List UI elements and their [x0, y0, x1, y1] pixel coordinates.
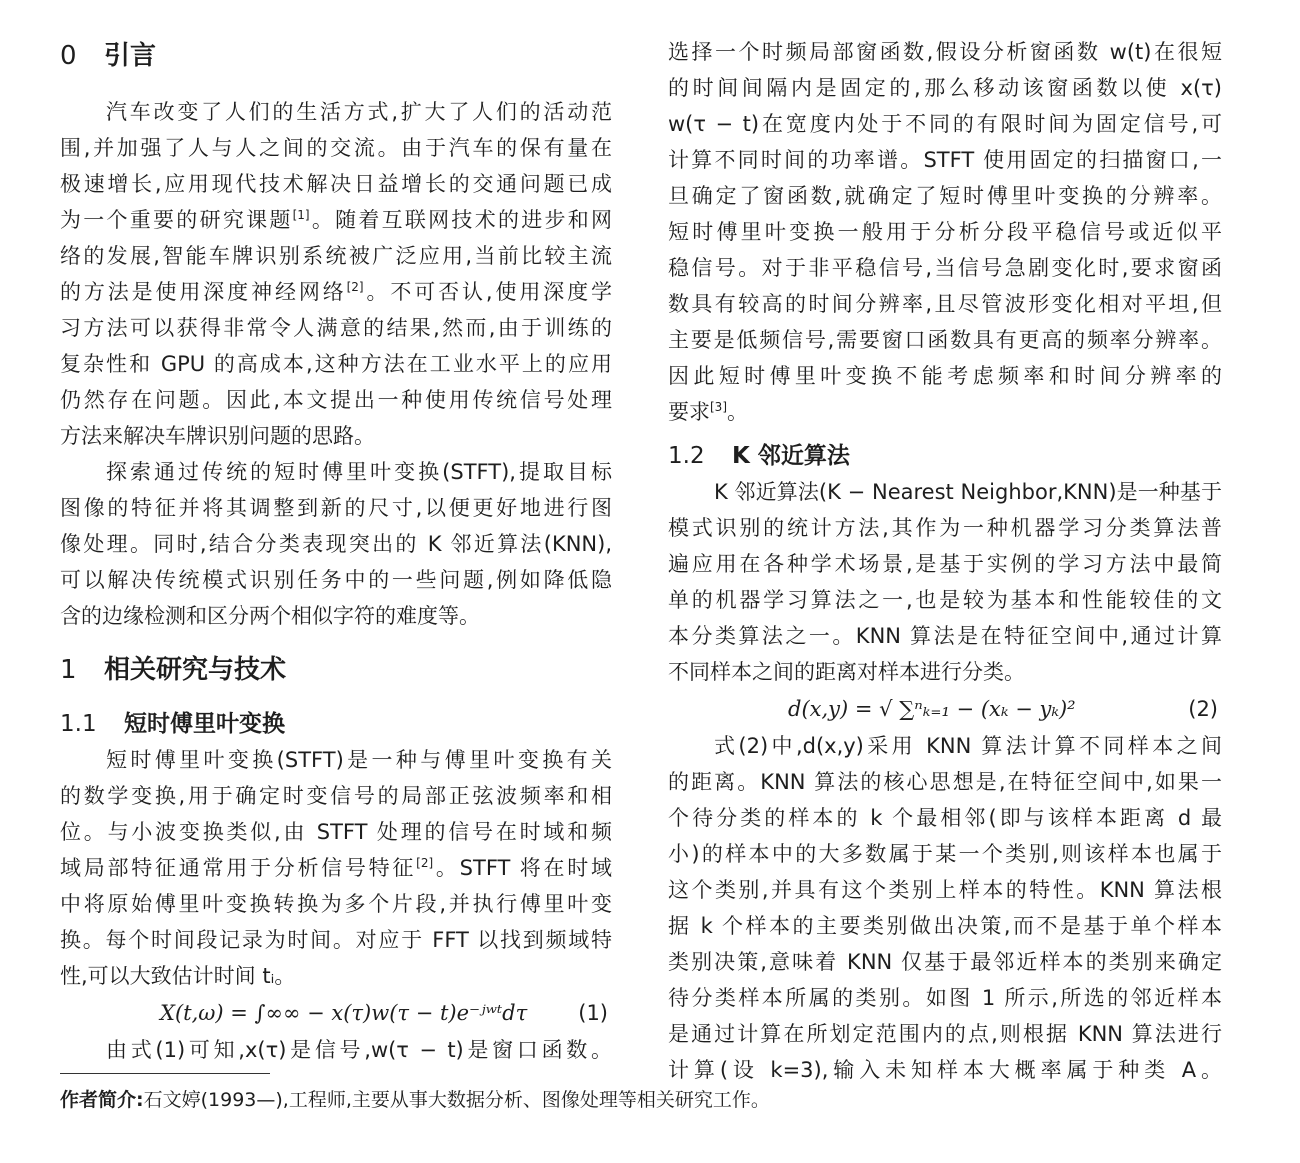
text-line: 主要是低频信号,需要窗口函数具有更高的频率分辨率。 — [668, 328, 1222, 352]
text-line: 极速增长,应用现代技术解决日益增长的交通问题已成 — [60, 172, 612, 196]
paragraph-intro-2 — [60, 454, 612, 634]
section-number: 1 — [60, 655, 77, 685]
text-line: 的距离。KNN 算法的核心思想是,在特征空间中,如果一 — [668, 770, 1222, 794]
text-line: 稳信号。对于非平稳信号,当信号急剧变化时,要求窗函 — [668, 256, 1222, 280]
citation-ref: [2] — [346, 280, 364, 294]
subsection-heading-knn — [668, 438, 1222, 474]
paragraph-stft — [60, 742, 612, 994]
subsection-number: 1.2 — [668, 443, 705, 469]
footnote-label: 作者简介: — [60, 1089, 144, 1111]
text-line: 图像的特征并将其调整到新的尺寸,以便更好地进行图 — [60, 496, 612, 520]
text-line: 模式识别的统计方法,其作为一种机器学习分类算法普 — [668, 516, 1222, 540]
section-heading-related — [60, 648, 612, 692]
text-line: 计算(设 k=3),输入未知样本大概率属于种类 A。 — [668, 1058, 1222, 1082]
citation-ref: [2] — [416, 856, 434, 870]
paragraph-stft-2 — [60, 1032, 612, 1068]
text-line: 由式(1)可知,x(τ)是信号,w(τ − t)是窗口函数。 — [106, 1038, 612, 1062]
text-segment: 。 — [727, 400, 748, 424]
text-line: 小)的样本中的大多数属于某一个类别,则该样本也属于 — [668, 842, 1222, 866]
text-line — [60, 274, 612, 310]
equation-expression: d(x,y) = √ ∑ⁿₖ₌₁ − (xₖ − yₖ)² — [788, 697, 1076, 721]
text-line — [668, 394, 1222, 430]
section-title: 相关研究与技术 — [104, 655, 287, 685]
text-segment: 域局部特征通常用于分析信号特征 — [60, 856, 417, 880]
text-line — [60, 850, 612, 886]
text-line: 这个类别,并具有这个类别上样本的特性。KNN 算法根 — [668, 878, 1222, 902]
equation-1 — [60, 994, 612, 1032]
footnote-divider — [60, 1073, 270, 1074]
text-line: 的数学变换,用于确定时变信号的局部正弦波频率和相 — [60, 784, 612, 808]
equation-2 — [668, 690, 1222, 728]
text-line: 是通过计算在所划定范围内的点,则根据 KNN 算法进行 — [668, 1022, 1222, 1046]
text-line: K 邻近算法(K − Nearest Neighbor,KNN)是一种基于 — [714, 480, 1222, 504]
section-heading-intro — [60, 36, 612, 76]
text-line: 不同样本之间的距离对样本进行分类。 — [668, 660, 1025, 684]
text-line: 位。与小波变换类似,由 STFT 处理的信号在时域和频 — [60, 820, 612, 844]
text-line: 的时间间隔内是固定的,那么移动该窗函数以使 x(τ) — [668, 76, 1222, 100]
text-segment: 要求 — [668, 400, 710, 424]
section-number: 0 — [60, 41, 77, 71]
citation-ref: [3] — [710, 400, 727, 414]
text-line: 选择一个时频局部窗函数,假设分析窗函数 w(t)在很短 — [668, 40, 1222, 64]
text-line: 含的边缘检测和区分两个相似字符的难度等。 — [60, 604, 480, 628]
text-line: 待分类样本所属的类别。如图 1 所示,所选的邻近样本 — [668, 986, 1222, 1010]
text-line: 短时傅里叶变换(STFT)是一种与傅里叶变换有关 — [106, 748, 612, 772]
subsection-number: 1.1 — [60, 711, 97, 737]
text-line: 性,可以大致估计时间 tᵢ。 — [60, 964, 296, 988]
text-line: 据 k 个样本的主要类别做出决策,而不是基于单个样本 — [668, 914, 1222, 938]
paragraph-stft-3 — [668, 34, 1222, 430]
text-line: 中将原始傅里叶变换转换为多个片段,并执行傅里叶变 — [60, 892, 612, 916]
text-line: w(τ − t)在宽度内处于不同的有限时间为固定信号,可 — [668, 112, 1222, 136]
right-column — [668, 34, 1222, 1088]
text-line: 短时傅里叶变换一般用于分析分段平稳信号或近似平 — [668, 220, 1222, 244]
text-line: 探索通过传统的短时傅里叶变换(STFT),提取目标 — [106, 460, 612, 484]
text-line: 方法来解决车牌识别问题的思路。 — [60, 424, 375, 448]
text-line: 个待分类的样本的 k 个最相邻(即与该样本距离 d 最 — [668, 806, 1222, 830]
paragraph-knn-2 — [668, 728, 1222, 1088]
text-segment: 。STFT 将在时域 — [433, 856, 613, 880]
text-segment: 。不可否认,使用深度学 — [363, 280, 612, 304]
subsection-heading-stft — [60, 706, 612, 742]
section-title: 引言 — [104, 41, 157, 71]
text-line: 复杂性和 GPU 的高成本,这种方法在工业水平上的应用 — [60, 352, 612, 376]
footnote-text: 石文婷(1993—),工程师,主要从事大数据分析、图像处理等相关研究工作。 — [143, 1089, 770, 1111]
text-line: 类别决策,意味着 KNN 仅基于最邻近样本的类别来确定 — [668, 950, 1222, 974]
text-segment: 为一个重要的研究课题 — [60, 208, 293, 232]
text-line: 式(2)中,d(x,y)采用 KNN 算法计算不同样本之间 — [714, 734, 1222, 758]
text-line: 络的发展,智能车牌识别系统被广泛应用,当前比较主流 — [60, 244, 612, 268]
text-line: 汽车改变了人们的生活方式,扩大了人们的活动范 — [106, 100, 612, 124]
text-line: 本分类算法之一。KNN 算法是在特征空间中,通过计算 — [668, 624, 1222, 648]
text-segment: 的方法是使用深度神经网络 — [60, 280, 347, 304]
subsection-title: 短时傅里叶变换 — [124, 711, 285, 737]
text-line: 单的机器学习算法之一,也是较为基本和性能较佳的文 — [668, 588, 1222, 612]
equation-number: (1) — [578, 1001, 608, 1025]
equation-number: (2) — [1188, 697, 1218, 721]
text-line: 换。每个时间段记录为时间。对应于 FFT 以找到频域特 — [60, 928, 612, 952]
equation-expression: X(t,ω) = ∫∞∞ − x(τ)w(τ − t)e⁻ʲʷᵗdτ — [160, 1001, 528, 1025]
text-line: 像处理。同时,结合分类表现突出的 K 邻近算法(KNN), — [60, 532, 612, 556]
paragraph-intro-1 — [60, 94, 612, 454]
text-line: 因此短时傅里叶变换不能考虑频率和时间分辨率的 — [668, 364, 1222, 388]
text-line: 计算不同时间的功率谱。STFT 使用固定的扫描窗口,一 — [668, 148, 1222, 172]
text-segment: 。随着互联网技术的进步和网 — [309, 208, 612, 232]
text-line: 围,并加强了人与人之间的交流。由于汽车的保有量在 — [60, 136, 612, 160]
subsection-title: K 邻近算法 — [732, 443, 850, 469]
paragraph-knn-1 — [668, 474, 1222, 690]
text-line: 数具有较高的时间分辨率,且尽管波形变化相对平坦,但 — [668, 292, 1222, 316]
text-line: 仍然存在问题。因此,本文提出一种使用传统信号处理 — [60, 388, 612, 412]
text-line — [60, 202, 612, 238]
text-line: 旦确定了窗函数,就确定了短时傅里叶变换的分辨率。 — [668, 184, 1222, 208]
left-column — [60, 36, 612, 1068]
author-footnote — [60, 1086, 770, 1114]
text-line: 习方法可以获得非常令人满意的结果,然而,由于训练的 — [60, 316, 612, 340]
text-line: 遍应用在各种学术场景,是基于实例的学习方法中最简 — [668, 552, 1222, 576]
citation-ref: [1] — [292, 208, 310, 222]
text-line: 可以解决传统模式识别任务中的一些问题,例如降低隐 — [60, 568, 612, 592]
